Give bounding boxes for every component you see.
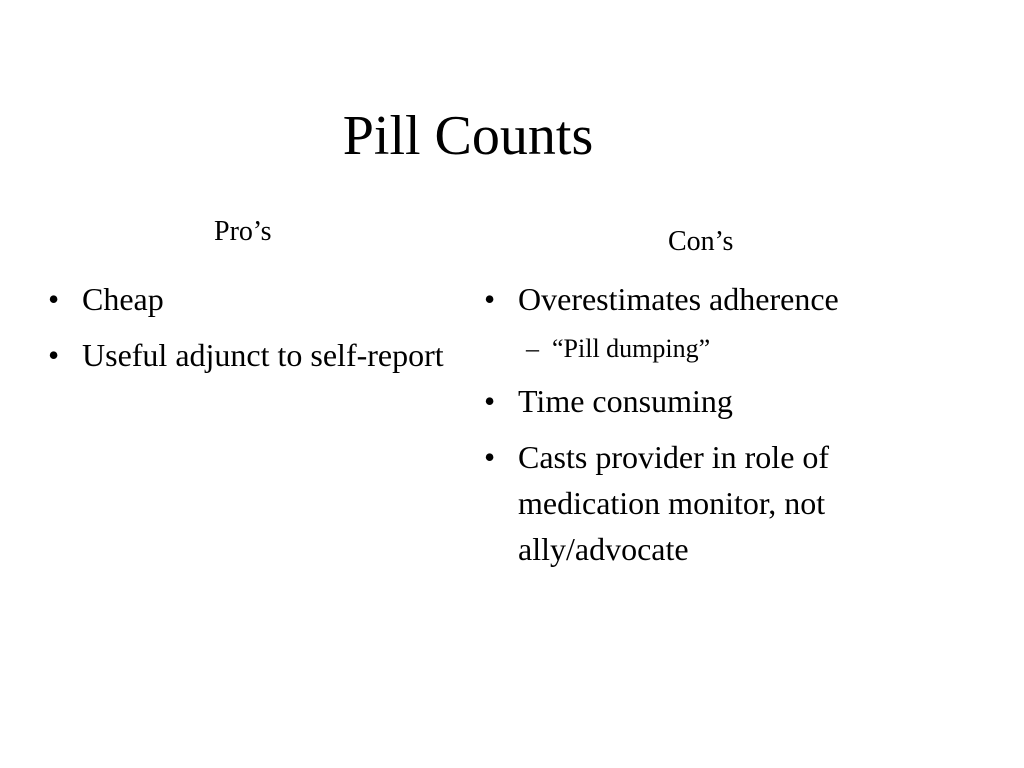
bullet-dot-icon: • (484, 383, 496, 419)
slide-title: Pill Counts (342, 105, 594, 167)
bullet-dash-icon: – (526, 334, 539, 363)
bullet-text: Useful adjunct to self-report (82, 337, 444, 373)
pros-bullet-useful-adjunct (44, 332, 464, 378)
cons-bullet-time-consuming (480, 378, 900, 424)
bullet-text: Cheap (82, 281, 164, 317)
subbullet-text: “Pill dumping” (552, 334, 711, 363)
bullet-dot-icon: • (48, 281, 60, 317)
pros-bullet-cheap (44, 276, 464, 322)
bullet-dot-icon: • (48, 337, 60, 373)
bullet-text: Time consuming (518, 383, 733, 419)
bullet-dot-icon: • (484, 439, 496, 475)
cons-bullet-casts-provider (480, 434, 900, 572)
cons-heading: Con’s (668, 226, 734, 257)
cons-bullet-overestimates (480, 276, 900, 322)
pros-list (44, 276, 464, 388)
bullet-text: Casts provider in role of medication monitor, not ally/advocate (518, 439, 830, 567)
pros-heading: Pro’s (214, 216, 272, 247)
cons-list (480, 276, 900, 582)
bullet-dot-icon: • (484, 281, 496, 317)
cons-subbullet-pill-dumping (480, 330, 900, 368)
bullet-text: Overestimates adherence (518, 281, 839, 317)
